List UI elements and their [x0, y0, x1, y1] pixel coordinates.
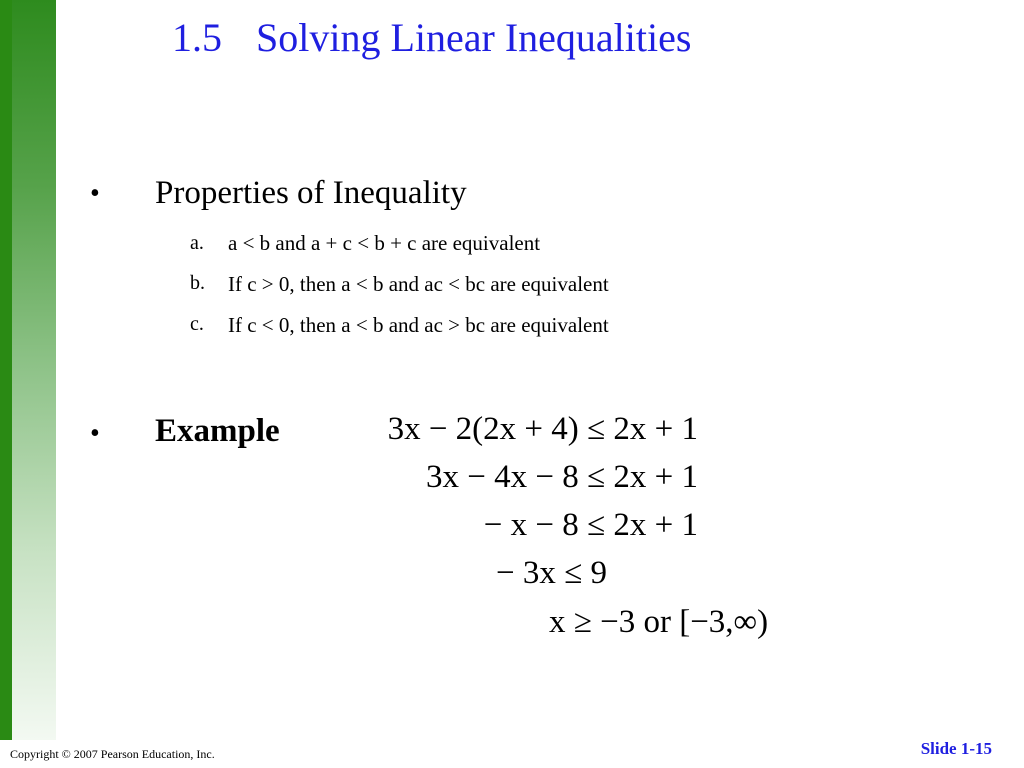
property-a-letter: a.: [190, 232, 204, 254]
slide-title: [172, 14, 691, 61]
property-b-letter: b.: [190, 272, 205, 294]
equation-step-3: − x − 8 ≤ 2x + 1: [483, 507, 698, 543]
properties-heading: Properties of Inequality: [155, 175, 467, 211]
title-text: Solving Linear Inequalities: [256, 15, 692, 60]
example-label: Example: [155, 413, 280, 449]
equation-step-4: − 3x ≤ 9: [496, 555, 607, 591]
copyright-notice: Copyright © 2007 Pearson Education, Inc.: [10, 747, 215, 761]
equation-step-1: 3x − 2(2x + 4) ≤ 2x + 1: [387, 411, 698, 447]
slide-number: Slide 1-15: [920, 739, 992, 758]
bullet-properties: •: [90, 178, 100, 209]
equation-step-5: x ≥ −3 or [−3,∞): [549, 604, 769, 640]
property-b-text: If c > 0, then a < b and ac < bc are equivalent: [228, 272, 609, 296]
property-c-letter: c.: [190, 313, 204, 335]
bullet-example: •: [90, 418, 100, 449]
property-a-text: a < b and a + c < b + c are equivalent: [228, 231, 541, 255]
decorative-sidebar: [0, 0, 56, 740]
property-c-text: If c < 0, then a < b and ac > bc are equivalent: [228, 313, 609, 337]
section-number: 1.5: [172, 15, 222, 60]
equation-step-2: 3x − 4x − 8 ≤ 2x + 1: [426, 459, 698, 495]
